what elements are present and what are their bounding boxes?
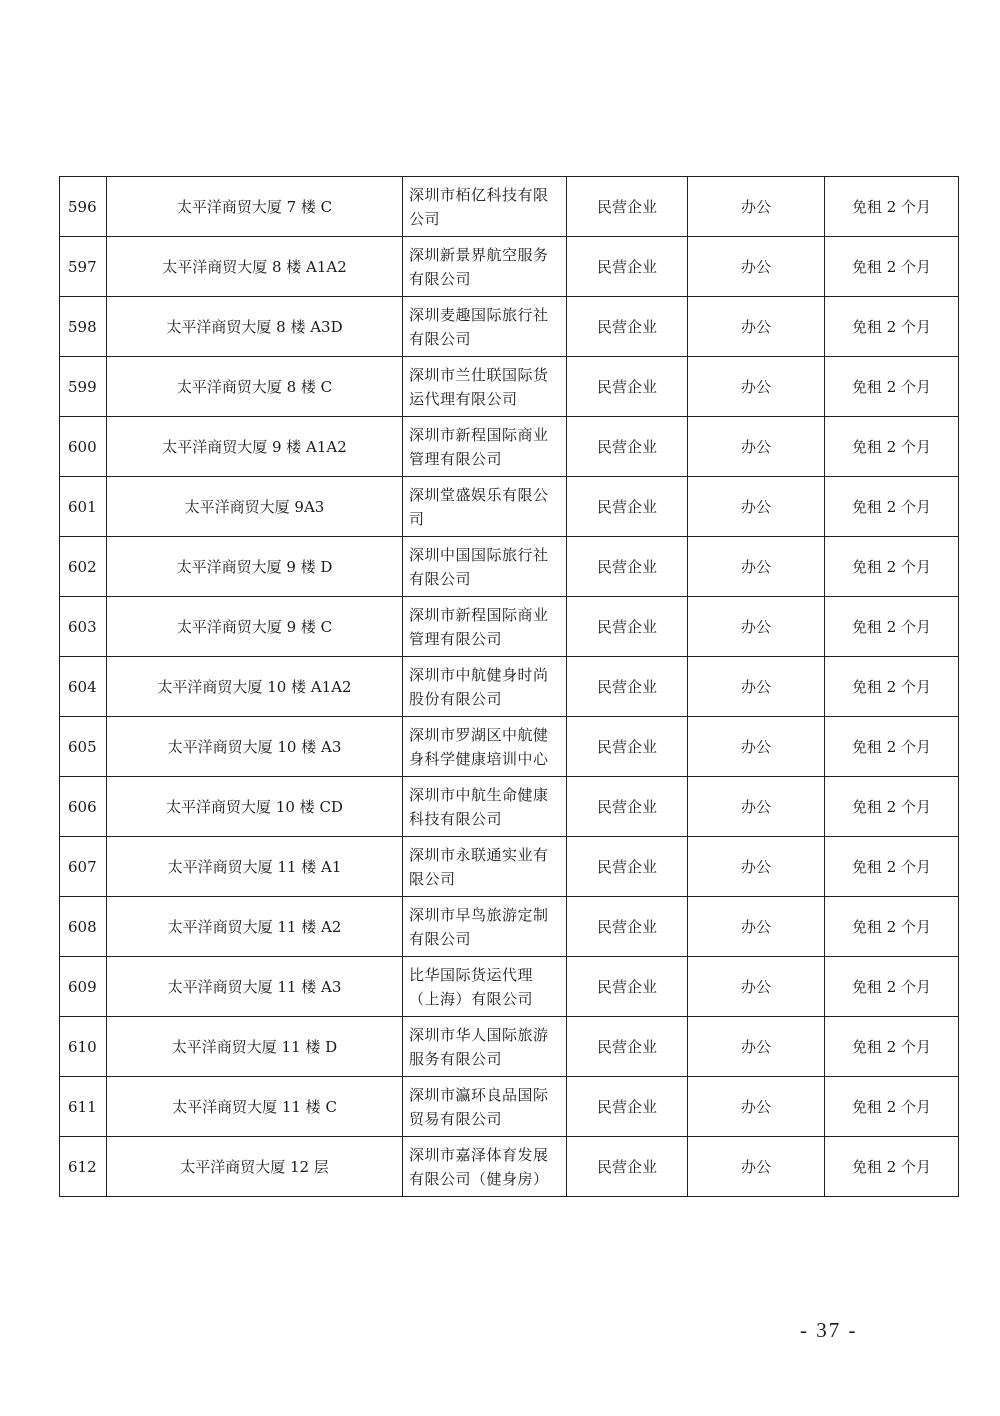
usage-cell: 办公 xyxy=(688,417,825,477)
usage-cell: 办公 xyxy=(688,597,825,657)
benefit-cell: 免租 2 个月 xyxy=(825,957,959,1017)
benefit-cell: 免租 2 个月 xyxy=(825,1017,959,1077)
company-cell: 深圳市嘉泽体育发展有限公司（健身房） xyxy=(403,1137,567,1197)
benefit-cell: 免租 2 个月 xyxy=(825,1137,959,1197)
address-cell: 太平洋商贸大厦 12 层 xyxy=(107,1137,403,1197)
table-row xyxy=(60,837,959,897)
benefit-cell: 免租 2 个月 xyxy=(825,477,959,537)
enterprise-type-cell: 民营企业 xyxy=(567,1017,688,1077)
table-row xyxy=(60,537,959,597)
table-row xyxy=(60,897,959,957)
address-cell: 太平洋商贸大厦 11 楼 C xyxy=(107,1077,403,1137)
address-cell: 太平洋商贸大厦 9 楼 D xyxy=(107,537,403,597)
usage-cell: 办公 xyxy=(688,657,825,717)
enterprise-type-cell: 民营企业 xyxy=(567,777,688,837)
company-cell: 深圳市中航健身时尚股份有限公司 xyxy=(403,657,567,717)
table-row xyxy=(60,1017,959,1077)
enterprise-type-cell: 民营企业 xyxy=(567,537,688,597)
table-row xyxy=(60,357,959,417)
address-cell: 太平洋商贸大厦 10 楼 A1A2 xyxy=(107,657,403,717)
enterprise-type-cell: 民营企业 xyxy=(567,1077,688,1137)
company-cell: 深圳市罗湖区中航健身科学健康培训中心 xyxy=(403,717,567,777)
company-cell: 深圳市中航生命健康科技有限公司 xyxy=(403,777,567,837)
table-row xyxy=(60,657,959,717)
usage-cell: 办公 xyxy=(688,897,825,957)
company-cell: 比华国际货运代理（上海）有限公司 xyxy=(403,957,567,1017)
table-row xyxy=(60,1077,959,1137)
enterprise-type-cell: 民营企业 xyxy=(567,837,688,897)
benefit-cell: 免租 2 个月 xyxy=(825,597,959,657)
enterprise-type-cell: 民营企业 xyxy=(567,957,688,1017)
row-number-cell: 604 xyxy=(60,657,107,717)
benefit-cell: 免租 2 个月 xyxy=(825,237,959,297)
company-cell: 深圳市永联通实业有限公司 xyxy=(403,837,567,897)
row-number-cell: 609 xyxy=(60,957,107,1017)
enterprise-type-cell: 民营企业 xyxy=(567,237,688,297)
company-cell: 深圳市栢亿科技有限公司 xyxy=(403,177,567,237)
enterprise-type-cell: 民营企业 xyxy=(567,297,688,357)
usage-cell: 办公 xyxy=(688,537,825,597)
address-cell: 太平洋商贸大厦 8 楼 A1A2 xyxy=(107,237,403,297)
benefit-cell: 免租 2 个月 xyxy=(825,657,959,717)
usage-cell: 办公 xyxy=(688,357,825,417)
benefit-cell: 免租 2 个月 xyxy=(825,537,959,597)
benefit-cell: 免租 2 个月 xyxy=(825,417,959,477)
address-cell: 太平洋商贸大厦 9 楼 C xyxy=(107,597,403,657)
benefit-cell: 免租 2 个月 xyxy=(825,297,959,357)
row-number-cell: 601 xyxy=(60,477,107,537)
company-cell: 深圳堂盛娱乐有限公司 xyxy=(403,477,567,537)
usage-cell: 办公 xyxy=(688,1137,825,1197)
row-number-cell: 607 xyxy=(60,837,107,897)
table-row xyxy=(60,777,959,837)
address-cell: 太平洋商贸大厦 8 楼 A3D xyxy=(107,297,403,357)
usage-cell: 办公 xyxy=(688,957,825,1017)
enterprise-type-cell: 民营企业 xyxy=(567,717,688,777)
address-cell: 太平洋商贸大厦 9A3 xyxy=(107,477,403,537)
address-cell: 太平洋商贸大厦 11 楼 A1 xyxy=(107,837,403,897)
company-cell: 深圳市瀛环良品国际贸易有限公司 xyxy=(403,1077,567,1137)
enterprise-type-cell: 民营企业 xyxy=(567,897,688,957)
address-cell: 太平洋商贸大厦 11 楼 A3 xyxy=(107,957,403,1017)
company-cell: 深圳市兰仕联国际货运代理有限公司 xyxy=(403,357,567,417)
address-cell: 太平洋商贸大厦 10 楼 A3 xyxy=(107,717,403,777)
benefit-cell: 免租 2 个月 xyxy=(825,177,959,237)
table-row xyxy=(60,717,959,777)
usage-cell: 办公 xyxy=(688,177,825,237)
row-number-cell: 606 xyxy=(60,777,107,837)
address-cell: 太平洋商贸大厦 7 楼 C xyxy=(107,177,403,237)
enterprise-type-cell: 民营企业 xyxy=(567,477,688,537)
usage-cell: 办公 xyxy=(688,777,825,837)
row-number-cell: 610 xyxy=(60,1017,107,1077)
row-number-cell: 600 xyxy=(60,417,107,477)
benefit-cell: 免租 2 个月 xyxy=(825,897,959,957)
company-cell: 深圳市新程国际商业管理有限公司 xyxy=(403,597,567,657)
table-row xyxy=(60,417,959,477)
row-number-cell: 605 xyxy=(60,717,107,777)
company-cell: 深圳市新程国际商业管理有限公司 xyxy=(403,417,567,477)
benefit-cell: 免租 2 个月 xyxy=(825,1077,959,1137)
table-row xyxy=(60,237,959,297)
usage-cell: 办公 xyxy=(688,477,825,537)
row-number-cell: 611 xyxy=(60,1077,107,1137)
enterprise-type-cell: 民营企业 xyxy=(567,657,688,717)
page-number: - 37 - xyxy=(800,1318,858,1342)
usage-cell: 办公 xyxy=(688,837,825,897)
row-number-cell: 603 xyxy=(60,597,107,657)
address-cell: 太平洋商贸大厦 8 楼 C xyxy=(107,357,403,417)
usage-cell: 办公 xyxy=(688,1017,825,1077)
row-number-cell: 612 xyxy=(60,1137,107,1197)
usage-cell: 办公 xyxy=(688,237,825,297)
address-cell: 太平洋商贸大厦 10 楼 CD xyxy=(107,777,403,837)
enterprise-type-cell: 民营企业 xyxy=(567,357,688,417)
company-cell: 深圳市华人国际旅游服务有限公司 xyxy=(403,1017,567,1077)
address-cell: 太平洋商贸大厦 11 楼 D xyxy=(107,1017,403,1077)
usage-cell: 办公 xyxy=(688,717,825,777)
row-number-cell: 597 xyxy=(60,237,107,297)
usage-cell: 办公 xyxy=(688,297,825,357)
company-cell: 深圳中国国际旅行社有限公司 xyxy=(403,537,567,597)
table-body xyxy=(60,177,959,1197)
usage-cell: 办公 xyxy=(688,1077,825,1137)
row-number-cell: 598 xyxy=(60,297,107,357)
table-row xyxy=(60,477,959,537)
row-number-cell: 599 xyxy=(60,357,107,417)
row-number-cell: 608 xyxy=(60,897,107,957)
benefit-cell: 免租 2 个月 xyxy=(825,357,959,417)
company-cell: 深圳新景界航空服务有限公司 xyxy=(403,237,567,297)
enterprise-type-cell: 民营企业 xyxy=(567,177,688,237)
company-cell: 深圳麦趣国际旅行社有限公司 xyxy=(403,297,567,357)
enterprise-type-cell: 民营企业 xyxy=(567,597,688,657)
benefit-cell: 免租 2 个月 xyxy=(825,717,959,777)
rent-relief-table xyxy=(59,176,959,1197)
company-cell: 深圳市早鸟旅游定制有限公司 xyxy=(403,897,567,957)
table-row xyxy=(60,297,959,357)
benefit-cell: 免租 2 个月 xyxy=(825,777,959,837)
address-cell: 太平洋商贸大厦 9 楼 A1A2 xyxy=(107,417,403,477)
table-row xyxy=(60,1137,959,1197)
enterprise-type-cell: 民营企业 xyxy=(567,417,688,477)
row-number-cell: 602 xyxy=(60,537,107,597)
row-number-cell: 596 xyxy=(60,177,107,237)
enterprise-type-cell: 民营企业 xyxy=(567,1137,688,1197)
address-cell: 太平洋商贸大厦 11 楼 A2 xyxy=(107,897,403,957)
table-row xyxy=(60,957,959,1017)
benefit-cell: 免租 2 个月 xyxy=(825,837,959,897)
table-row xyxy=(60,177,959,237)
table-row xyxy=(60,597,959,657)
